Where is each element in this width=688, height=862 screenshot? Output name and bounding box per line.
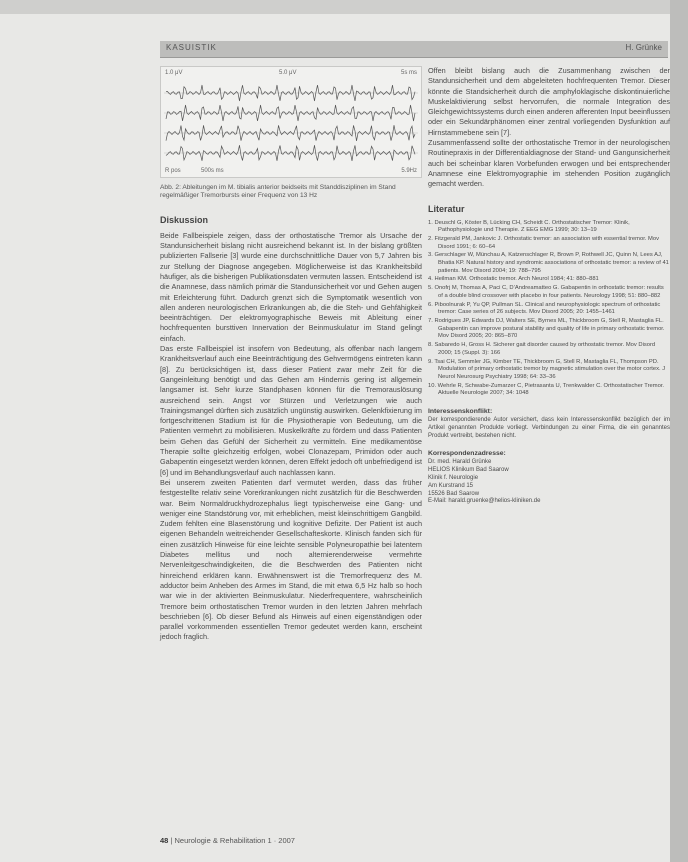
scan-top-band — [0, 0, 688, 14]
figure-label-top-center: 5.0 μV — [279, 70, 297, 76]
conflict-heading: Interessenskonflikt: — [428, 408, 493, 416]
reference-item: 1. Deuschl G, Köster B, Lücking CH, Scheidt C. Orthostatischer Tremor: Klinik, Pathophysiologie und Therapie. Z EEG EMG 1999; 30: 13–19 — [428, 219, 630, 234]
reference-item: 4. Heilman KM. Orthostatic tremor. Arch Neurol 1984; 41: 880–881 — [428, 276, 599, 283]
conflict-text: Der korrespondierende Autor versichert, dass kein Interessenskonflikt bezüglich der im Artikel genannten Produkte vorliegt. Verbindungen zu einer Firma, die ein genanntes Produkt vertreibt, bestehen nicht. — [428, 417, 670, 439]
page-footer — [160, 836, 295, 845]
reference-item: 5. Onofrj M, Thomas A, Paci C, D’Andreamatteo G. Gabapentin in orthostatic tremor: results of a double blind crossover with placebo in four patients. Neurology 1998; 51: 880–882 — [428, 285, 664, 299]
left-column — [160, 66, 422, 642]
reference-item: 6. Piboolnurak P, Yu QP, Pullman SL. Clinical and neurophysiologic spectrum of orthostatic tremor: Case series of 26 subjects. Mov Disord 2005; 20: 1455–1461 — [428, 301, 661, 316]
figure-label-bottom-left: R pos — [165, 168, 181, 174]
correspondence-address — [428, 450, 670, 506]
discussion-heading: Diskussion — [160, 214, 209, 225]
reference-item: 9. Tsai CH, Semmler JG, Kimber TE, Thickbroom G, Stell R, Mastaglia FL, Thompson PD. Modulation of primary orthostatic tremor by magnetic stimulation over the motor cortex. J Neurol Neurosurg Psychiatry 1998; 64: 33–36 — [428, 358, 666, 380]
emg-trace-chart — [162, 79, 420, 169]
conflict-of-interest — [428, 408, 670, 440]
figure-label-bottom-center: 500s ms — [201, 168, 224, 174]
right-column — [428, 66, 670, 506]
contact-line: HELIOS Klinikum Bad Saarow — [428, 467, 509, 474]
literature-heading: Literatur — [428, 203, 465, 214]
scan-right-edge — [670, 0, 688, 862]
reference-list — [428, 220, 670, 398]
contact-heading: Korrespondenzadresse: — [428, 450, 506, 458]
figure-label-top-right: 5s ms — [400, 70, 417, 76]
footer-separator: | — [170, 836, 175, 845]
contact-line: 15526 Bad Saarow — [428, 490, 480, 497]
section-label: KASUISTIK — [166, 43, 217, 52]
contact-line: Dr. med. Harald Grünke — [428, 459, 492, 466]
contact-line: Klinik f. Neurologie — [428, 475, 479, 482]
discussion-paragraph-3: Bei unserem zweiten Patienten darf vermutet werden, dass das früher festgestellte relativ seine Vorerkrankungen nicht zusätzlich für die Beschwerden war. Beim Normaldruckhydrozephalus liegt typischerweise eine Gang- und weniger eine Standstörung vor, mit erheblichen, meist kleinschrittigem Gangbild. Zudem fehlten eine Blasenstörung und kognitive Defizite. Der Patient ist auch eigenen Behandeln weitreichender Gesellschafteskorte. Klinisch fanden sich für einen zusätzlich Hinweise für eine leichte sensible Polyneuropathie bei latentem Diabetes mellitus und noch alternierenderweise vermehrte Nervenleitgeschwindigkeiten, die die Beschwerden des Patienten nicht hinreichend erklären kann. Erwähnenswert ist die Tremorfrequenz des M. adductor beim Anheben des Armes im Stand, die mit etwa 6,5 Hz halb so hoch war wie in der aktivierten Beinmuskulatur. Niederfrequentere, wahrscheinlich Tremore beim orthostatischen Tremor wurden in den letzten Jahren mehrfach beschrieben [6]. Ob dieser Befund als Hinweis auf einen eigenständigen oder parallel vorkommenden essentiellen Tremor gedeutet werden kann, erscheint jedoch fraglich. — [160, 477, 422, 642]
reference-item: 2. Fitzgerald PM, Jankovic J. Orthostatic tremor: an association with essential tremor. Mov Disord 1991; 6: 60–64 — [428, 235, 659, 250]
figure-label-bottom-right: 5.9Hz — [401, 168, 417, 174]
reference-item: 8. Sabaredo H, Gross H. Sicherer gait disorder caused by orthostatic tremor. Mov Disord 2000; 15 (Suppl. 3): 166 — [428, 342, 656, 356]
discussion-paragraph-4: Offen bleibt bislang auch die Zusammenhang zwischen der Standunsicherheit und dem abgeleiteten hochfrequenten Tremor. Dieser könnte die Standsicherheit durch die amphyloklagische diskontinuierliche Muskelaktivierung selbst hervorrufen, die normale Integration des Gleichgewichtssystems durch einen anderen afferenten Input beeinflussen oder ein Sekundärphänomen einer zentral vorliegenden Dysfunktion auf Hirnstammebene sein [7]. — [428, 66, 670, 137]
discussion-paragraph-2: Das erste Fallbeispiel ist insofern von Bedeutung, als offenbar nach langem Krankheitsverlauf auch eine Beeinträchtigung des Gehvermögens eintreten kann [8]. Zu berücksichtigen ist, dass dieser Patient zwar mehr Zeit für die Gangeinleitung benötigt und das Gehen am Hindernis gering ist allgemein langsamer ist. Sehr kurze Standphasen können für die Tremorauslösung ausreichend sein. Angst vor Stürzen und Verletzungen wie auch Trainingsmangel dürften sich zusätzlich ungünstig auswirken. Gelenkfixierung im fortgeschrittenen Stadium ist für die Physiotherapie von Bedeutung, um die Patienten vermehrt zu mobilisieren. Muskelkräfte zu fördern und dass Patienten beim Gehen das Gefühl der Sicherheit zu vermitteln. Eine medikamentöse Therapie sollte gleichzeitig erfolgen, wobei Clonazepam, Primidon oder auch Gabapentin eingesetzt werden können, deren Effekt jedoch oft unbefriedigend ist [6] und im Behandlungsverlauf auch nachlassen kann. — [160, 344, 422, 477]
page-number: 48 — [160, 836, 169, 845]
reference-item: 7. Rodrigues JP, Edwards DJ, Walters SE, Byrnes ML, Thickbroom G, Stell R, Mastaglia FL. Gabapentin can improve postural stability and quality of life in primary orthostatic tremor. Mov Disord 2005; 20: 865–870 — [428, 318, 665, 340]
discussion-paragraph-1: Beide Fallbeispiele zeigen, dass der orthostatische Tremor als Ursache der Standunsicherheit bislang nicht ausreichend bekannt ist. In der bislang größten publizierten Fallserie [3] wurde eine durchschnittliche Dauer von 5,7 Jahren bis zur Stellung der Diagnose angegeben. Möglicherweise ist das Krankheitsbild häufiger, als die bisherigen Publikationsdaten vermuten lassen. Entscheidend ist die Anamnese, dass nämlich primär die Standunsicherheit vor und Gehen augen mit Erleichterung führt. Dadurch grenzt sich die Symptomatik wesentlich von allen anderen neurologischen Erkrankungen ab, die die Steh- und Gehfähigkeit beeinträchtigen. Der elektromyographische Beweis mit Ableitung einer hochfrequenten bursttiven Innervation der Beinmuskulatur im Stand gelingt einfach. — [160, 230, 422, 343]
figure-label-top-left: 1.0 μV — [165, 70, 183, 76]
discussion-paragraph-5: Zusammenfassend sollte der orthostatische Tremor in der neurologischen Routinepraxis in der Differentialdiagnose der Stand- und Gangunsicherheit auch bei scheinbar klaren Vorbefunden erwogen und bei entsprechender Anamnese eine Elektromyographie im stehenden Position zugänglich gemacht werden. — [428, 138, 670, 189]
reference-item: 10. Wehrle R, Schwabe-Zumarzer C, Pietrasanta U, Trenkwalder C. Orthostatischer Tremor. Aktuelle Neurologie 2007; 34: 1048 — [428, 382, 665, 397]
journal-name: Neurologie & Rehabilitation 1 · 2007 — [174, 836, 295, 845]
reference-item: 3. Gerschlager W, Münchau A, Katzenschlager R, Brown P, Rothwell JC, Quinn N, Lees AJ, Bhatia KP. Natural history and syndromic associations of orthostatic tremor: a review of 41 patients. Mov Disord 2004; 19: 788–795 — [428, 252, 669, 274]
emg-figure — [160, 66, 422, 178]
author-label: H. Grünke — [625, 43, 662, 52]
contact-line: E-Mail: harald.gruenke@helios-kliniken.de — [428, 498, 541, 505]
running-header — [160, 41, 668, 58]
contact-line: Am Kurstrand 15 — [428, 482, 474, 489]
figure-caption: Abb. 2: Ableitungen im M. tibialis anterior beidseits mit Standdisziplinen im Stand regelmäßiger Tremorbursts einer Frequenz von 13 Hz — [160, 184, 396, 200]
